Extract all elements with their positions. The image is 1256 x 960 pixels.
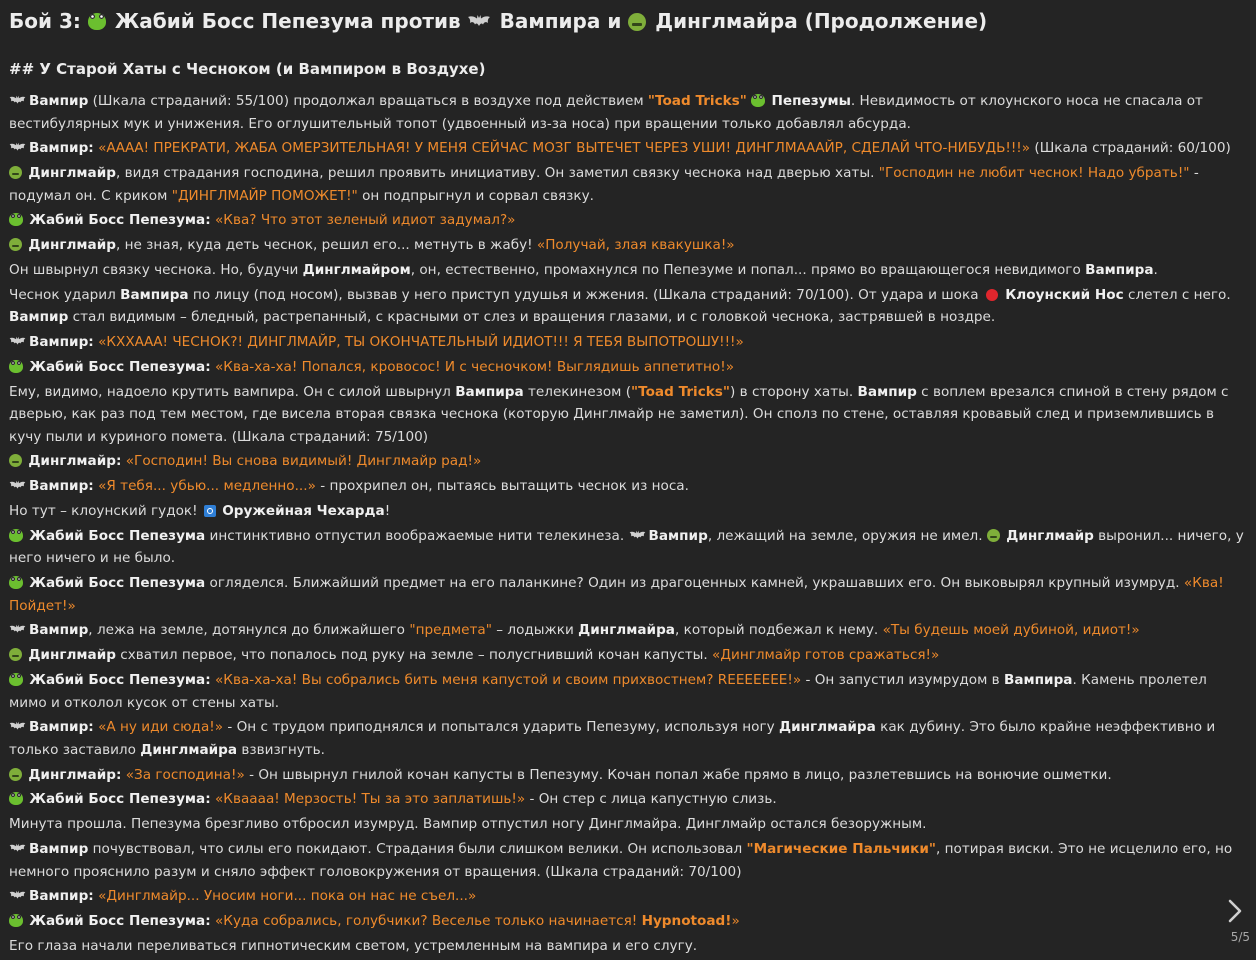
bat-icon <box>9 843 26 853</box>
page-indicator: 5/5 <box>1230 930 1250 944</box>
paragraph: Вампир: «КХХААА! ЧЕСНОК?! ДИНГЛМАЙР, ТЫ ОКОНЧАТЕЛЬНЫЙ ИДИОТ!!! Я ТЕБЯ ВЫПОТРОШУ!!!» <box>9 331 1244 356</box>
bat-icon <box>9 624 26 634</box>
paragraph: Жабий Босс Пепезума: «Ква-ха-ха! Попался, кровосос! И с чесночком! Выглядишь аппетитно!» <box>9 356 1244 381</box>
next-page-chevron-icon[interactable] <box>1226 898 1244 924</box>
paragraph: Вампир, лежа на земле, дотянулся до ближайшего "предмета" – лодыжки Динглмайра, который подбежал к нему. «Ты будешь моей дубиной, идиот!» <box>9 619 1244 644</box>
paragraph: Вампир почувствовал, что силы его покидают. Страдания были слишком велики. Он использовал "Магические Пальчики", потирая виски. Это не исцелило его, но немного прояснило разум и сняло эффект головокружения от вращения. (Шкала страданий: 70/100) <box>9 841 1233 880</box>
paragraph: Вампир: «А ну иди сюда!» - Он с трудом приподнялся и попытался ударить Пепезуму, используя ногу Динглмайра как дубину. Это было крайне неэффективно и только заставило Динглмайра взвизгнуть. <box>9 719 1216 758</box>
paragraph: Жабий Босс Пепезума: «Куда собрались, голубчики? Веселье только начинается! Hypnotoad!» <box>9 910 1244 935</box>
paragraph: Динглмайр схватил первое, что попалось под руку на земле – полусгнивший кочан капусты. «Динглмайр готов сражаться!» <box>9 644 1244 669</box>
bat-icon <box>629 530 646 540</box>
paragraph: Вампир (Шкала страданий: 55/100) продолжал вращаться в воздухе под действием "Toad Tricks" Пепезумы. Невидимость от клоунского носа не спасала от вестибулярных мук и унижения. Его оглушительный топот (удвоенный из-за носа) при вращении только добавлял абсурда. <box>9 93 1203 132</box>
paragraph: Чеснок ударил Вампира по лицу (под носом), вызвав у него приступ удушья и жжения. (Шкала страданий: 70/100). От удара и шока Клоунский Нос слетел с него. Вампир стал видимым – бледный, растрепанный, с красными от слез и вращения глазами, и с головкой чеснока, застрявшей в ноздре. <box>9 286 1231 326</box>
bat-icon <box>9 336 26 346</box>
nauseated-face-icon <box>9 648 22 661</box>
paragraph: Он швырнул связку чеснока. Но, будучи Динглмайром, он, естественно, промахнулся по Пепезуме и попал... прямо во вращающегося невидимого Вампира. <box>9 261 1158 278</box>
paragraph: Вампир: «Я тебя... убью... медленно...» - прохрипел он, пытаясь вытащить чеснок из носа. <box>9 475 1244 500</box>
frog-icon <box>9 914 23 927</box>
bat-icon <box>9 721 26 731</box>
nauseated-face-icon <box>9 768 22 781</box>
page-title: Бой 3: Жабий Босс Пепезума против Вампира и Динглмайра (Продолжение) <box>9 9 988 33</box>
bat-icon <box>9 95 26 105</box>
bat-icon <box>468 14 490 28</box>
paragraph: Жабий Босс Пепезума инстинктивно отпустил воображаемые нити телекинеза. Вампир, лежащий на земле, оружия не имел. Динглмайр выронил... ничего, у него ничего и не было. <box>9 527 1244 567</box>
bat-icon <box>9 890 26 900</box>
frog-icon <box>9 673 23 686</box>
paragraph: Динглмайр: «Господин! Вы снова видимый! Динглмайр рад!» <box>9 450 1244 475</box>
paragraph: Динглмайр, видя страдания господина, решил проявить инициативу. Он заметил связку чеснока над дверью хаты. "Господин не любит чеснок! Надо убрать!" - подумал он. С криком "ДИНГЛМАЙР ПОМОЖЕТ!" он подпрыгнул и сорвал связку. <box>9 165 1199 204</box>
paragraph: Динглмайр: «За господина!» - Он швырнул гнилой кочан капусты в Пепезуму. Кочан попал жабе прямо в лицо, разлетевшись на вонючие ошметки. <box>9 764 1244 789</box>
nauseated-face-icon <box>628 13 646 31</box>
paragraph: Его глаза начали переливаться гипнотическим светом, устремленным на вампира и его слугу. <box>9 937 698 954</box>
frog-icon <box>751 94 765 107</box>
section-heading: ## У Старой Хаты с Чесноком (и Вампиром в Воздухе) <box>9 60 486 78</box>
paragraph: Вампир: «Динглмайр... Уносим ноги... пока он нас не съел...» <box>9 885 1244 910</box>
cycle-arrows-icon <box>204 505 216 517</box>
paragraph: Динглмайр, не зная, куда деть чеснок, решил его... метнуть в жабу! «Получай, злая квакушка!» <box>9 234 1244 259</box>
paragraph: Но тут – клоунский гудок! Оружейная Чехарда! <box>9 503 391 520</box>
nauseated-face-icon <box>9 238 22 251</box>
nauseated-face-icon <box>9 454 22 467</box>
paragraph: Жабий Босс Пепезума огляделся. Ближайший предмет на его паланкине? Один из драгоценных камней, украшавших его. Он выковырял крупный изумруд. «Ква! Пойдет!» <box>9 575 1224 614</box>
paragraph: Жабий Босс Пепезума: «Кваааа! Мерзость! Ты за это заплатишь!» - Он стер с лица капустную слизь. <box>9 788 1244 813</box>
story-text <box>9 90 1244 960</box>
frog-icon <box>9 360 23 373</box>
paragraph: Жабий Босс Пепезума: «Ква? Что этот зеленый идиот задумал?» <box>9 209 1244 234</box>
frog-icon <box>9 529 23 542</box>
nauseated-face-icon <box>9 166 22 179</box>
frog-icon <box>9 576 23 589</box>
red-circle-icon <box>986 289 998 301</box>
paragraph: Ему, видимо, надоело крутить вампира. Он с силой швырнул Вампира телекинезом ("Toad Tricks") в сторону хаты. Вампир с воплем врезался спиной в стену рядом с дверью, как раз под тем местом, где висела вторая связка чеснока (которую Динглмайр не заметил). Он сполз по стене, оставляя кровавый след и приземлившись в кучу пыли и куриного помета. (Шкала страданий: 75/100) <box>9 383 1229 445</box>
nauseated-face-icon <box>987 529 1000 542</box>
frog-icon <box>9 792 23 805</box>
frog-icon <box>9 213 23 226</box>
paragraph: Минута прошла. Пепезума брезгливо отбросил изумруд. Вампир отпустил ногу Динглмайра. Динглмайр остался безоружным. <box>9 816 927 833</box>
bat-icon <box>9 480 26 490</box>
paragraph: Вампир: «АААА! ПРЕКРАТИ, ЖАБА ОМЕРЗИТЕЛЬНАЯ! У МЕНЯ СЕЙЧАС МОЗГ ВЫТЕЧЕТ ЧЕРЕЗ УШИ! ДИНГЛМАААЙР, СДЕЛАЙ ЧТО-НИБУДЬ!!!» (Шкала страданий: 60/100) <box>9 137 1244 162</box>
paragraph: Жабий Босс Пепезума: «Ква-ха-ха! Вы собрались бить меня капустой и своим прихвостнем? REEEEEEE!» - Он запустил изумрудом в Вампира. Камень пролетел мимо и отколол кусок от стены хаты. <box>9 672 1207 711</box>
frog-icon <box>88 13 106 30</box>
bat-icon <box>9 142 26 152</box>
